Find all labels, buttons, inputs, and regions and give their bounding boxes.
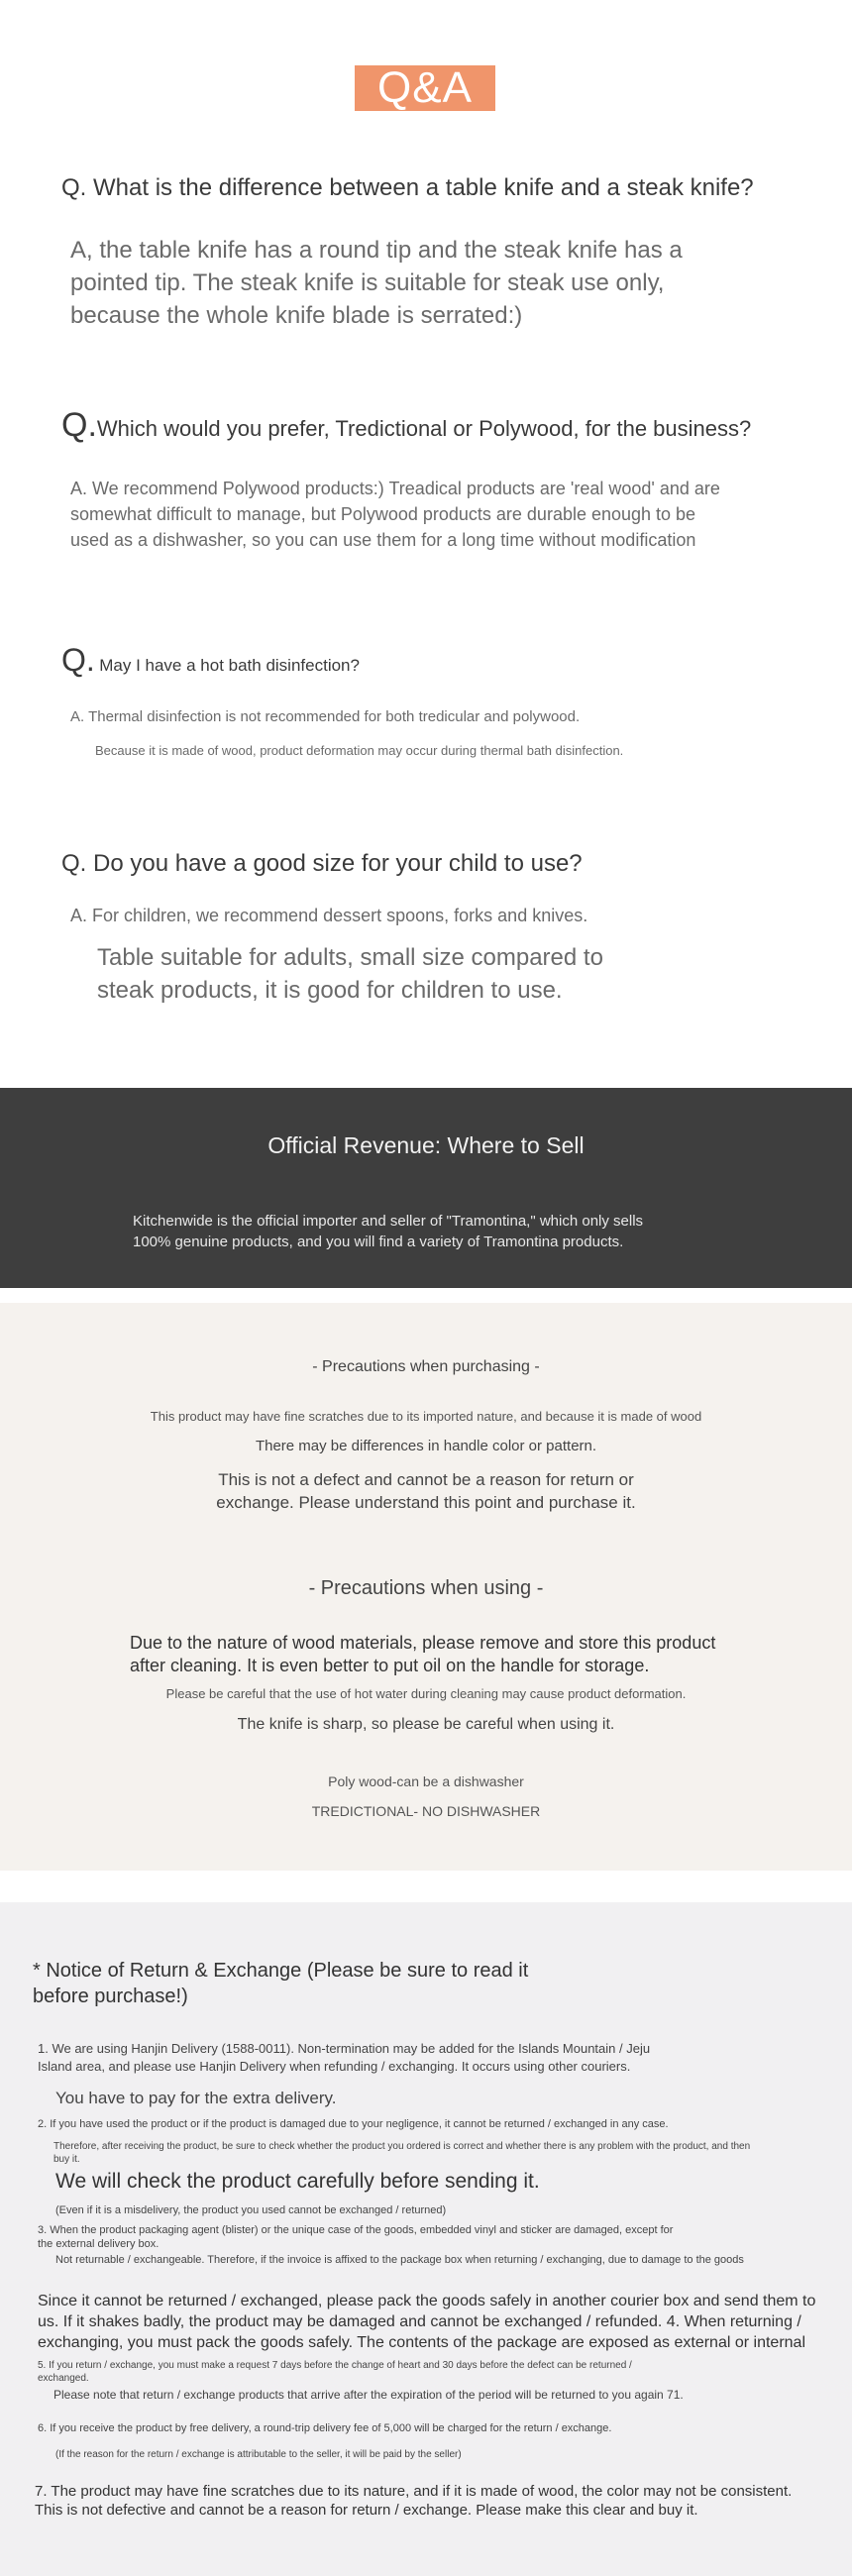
return-text: buy it.	[53, 2154, 80, 2165]
return-text: exchanging, you must pack the goods safely. The contents of the package are exposed as external or internal	[38, 2334, 805, 2351]
answer-3: A. Thermal disinfection is not recommended for both tredicular and polywood.	[70, 708, 581, 725]
answer-2-line: somewhat difficult to manage, but Polywood products are durable enough to be	[70, 504, 696, 524]
return-item-5	[38, 2359, 632, 2385]
return-text: Island area, and please use Hanjin Delivery when refunding / exchanging. It occurs using other couriers.	[38, 2059, 631, 2074]
return-item-2-detail	[53, 2140, 750, 2166]
answer-4: A. For children, we recommend dessert spoons, forks and knives.	[70, 906, 588, 925]
question-1: Q. What is the difference between a table knife and a steak knife?	[61, 174, 754, 201]
return-text: the external delivery box.	[38, 2238, 160, 2250]
use-precaution-line: TREDICTIONAL- NO DISHWASHER	[311, 1803, 541, 1819]
question-2	[61, 406, 751, 445]
question-4: Q. Do you have a good size for your child to use?	[61, 850, 583, 877]
return-text: Since it cannot be returned / exchanged, please pack the goods safely in another courier box and send them to	[38, 2293, 816, 2309]
return-item-6-note: (If the reason for the return / exchange is attributable to the seller, it will be paid by the seller)	[55, 2449, 462, 2460]
question-3-prefix: Q.	[61, 642, 95, 678]
return-text: 1. We are using Hanjin Delivery (1588-0011). Non-termination may be added for the Islands Mountain / Jeju	[38, 2041, 651, 2056]
return-title-line: before purchase!)	[33, 1986, 188, 2007]
return-item-3-note: Not returnable / exchangeable. Therefore, if the invoice is affixed to the package box when returning / exchanging, due to damage to the goods	[55, 2254, 744, 2266]
answer-1-line: A, the table knife has a round tip and the steak knife has a	[70, 237, 683, 264]
return-title-line: * Notice of Return & Exchange (Please be sure to read it	[33, 1960, 529, 1982]
official-seller-line: 100% genuine products, and you will find a variety of Tramontina products.	[133, 1234, 624, 1250]
qa-badge: Q&A	[355, 65, 495, 111]
return-text: 3. When the product packaging agent (blister) or the unique case of the goods, embedded vinyl and sticker are damaged, except for	[38, 2224, 674, 2236]
purchase-precaution-line: This is not a defect and cannot be a reason for return or	[218, 1470, 634, 1489]
use-precaution-line: The knife is sharp, so please be careful when using it.	[237, 1716, 615, 1733]
answer-3-detail: Because it is made of wood, product deformation may occur during thermal bath disinfection.	[95, 743, 624, 758]
return-item-1-note: You have to pay for the extra delivery.	[55, 2089, 337, 2107]
return-text: exchanged.	[38, 2373, 89, 2384]
question-2-prefix: Q.	[61, 406, 97, 444]
answer-1-line: because the whole knife blade is serrated:)	[70, 302, 523, 329]
use-precautions-title: - Precautions when using -	[308, 1577, 544, 1599]
return-item-6: 6. If you receive the product by free delivery, a round-trip delivery fee of 5,000 will be charged for the return / exchange.	[38, 2422, 612, 2434]
answer-4-line: steak products, it is good for children to use.	[97, 977, 563, 1004]
official-seller-line: Kitchenwide is the official importer and seller of "Tramontina," which only sells	[133, 1213, 644, 1230]
official-seller-text	[133, 1211, 747, 1252]
official-seller-banner	[0, 1088, 852, 1288]
return-text: This is not defective and cannot be a reason for return / exchange. Please make this clear and buy it.	[35, 2502, 698, 2519]
return-item-4	[38, 2291, 815, 2353]
answer-2-line: A. We recommend Polywood products:) Treadical products are 'real wood' and are	[70, 479, 720, 498]
use-precaution-line: after cleaning. It is even better to put oil on the handle for storage.	[130, 1656, 650, 1675]
question-3-text: May I have a hot bath disinfection?	[99, 656, 360, 675]
purchase-precautions-title: - Precautions when purchasing -	[312, 1358, 540, 1375]
return-text: 5. If you return / exchange, you must make a request 7 days before the change of heart and 30 days before the defect can be returned /	[38, 2360, 632, 2371]
return-item-3	[38, 2223, 673, 2251]
answer-1-line: pointed tip. The steak knife is suitable for steak use only,	[70, 269, 665, 296]
answer-4-line: Table suitable for adults, small size compared to	[97, 944, 603, 971]
return-item-5-note: Please note that return / exchange products that arrive after the expiration of the period will be returned to you again 71.	[53, 2388, 684, 2402]
return-text: Therefore, after receiving the product, be sure to check whether the product you ordered is correct and whether there is any problem with the product, and then	[53, 2141, 751, 2152]
answer-2-line: used as a dishwasher, so you can use them for a long time without modification	[70, 530, 696, 550]
return-text: us. If it shakes badly, the product may be damaged and cannot be exchanged / refunded. 4. When returning /	[38, 2313, 801, 2330]
purchase-precaution-line: This product may have fine scratches due to its imported nature, and because it is made of wood	[150, 1409, 702, 1424]
return-item-7	[35, 2482, 792, 2520]
return-item-2-note: (Even if it is a misdelivery, the product you used cannot be exchanged / returned)	[55, 2204, 447, 2216]
return-text: 7. The product may have fine scratches due to its nature, and if it is made of wood, the color may not be consistent.	[35, 2483, 793, 2500]
answer-2	[70, 476, 720, 553]
use-precaution-line: Please be careful that the use of hot water during cleaning may cause product deformation.	[165, 1686, 687, 1701]
purchase-precaution-line: There may be differences in handle color or pattern.	[255, 1438, 597, 1454]
answer-4-detail	[97, 941, 603, 1007]
answer-1	[70, 234, 683, 332]
question-2-text: Which would you prefer, Tredictional or Polywood, for the business?	[96, 416, 752, 441]
return-item-2: 2. If you have used the product or if the product is damaged due to your negligence, it cannot be returned / exchanged in any case.	[38, 2118, 669, 2130]
purchase-precaution-line: exchange. Please understand this point and purchase it.	[216, 1493, 636, 1512]
use-precaution-line: Poly wood-can be a dishwasher	[328, 1773, 524, 1789]
official-seller-title: Official Revenue: Where to Sell	[267, 1132, 585, 1158]
use-precaution-line: Due to the nature of wood materials, please remove and store this product	[130, 1633, 716, 1653]
question-3	[61, 642, 360, 679]
return-title	[33, 1958, 528, 2009]
return-item-2-check: We will check the product carefully before sending it.	[55, 2170, 540, 2193]
return-item-1	[38, 2040, 650, 2076]
